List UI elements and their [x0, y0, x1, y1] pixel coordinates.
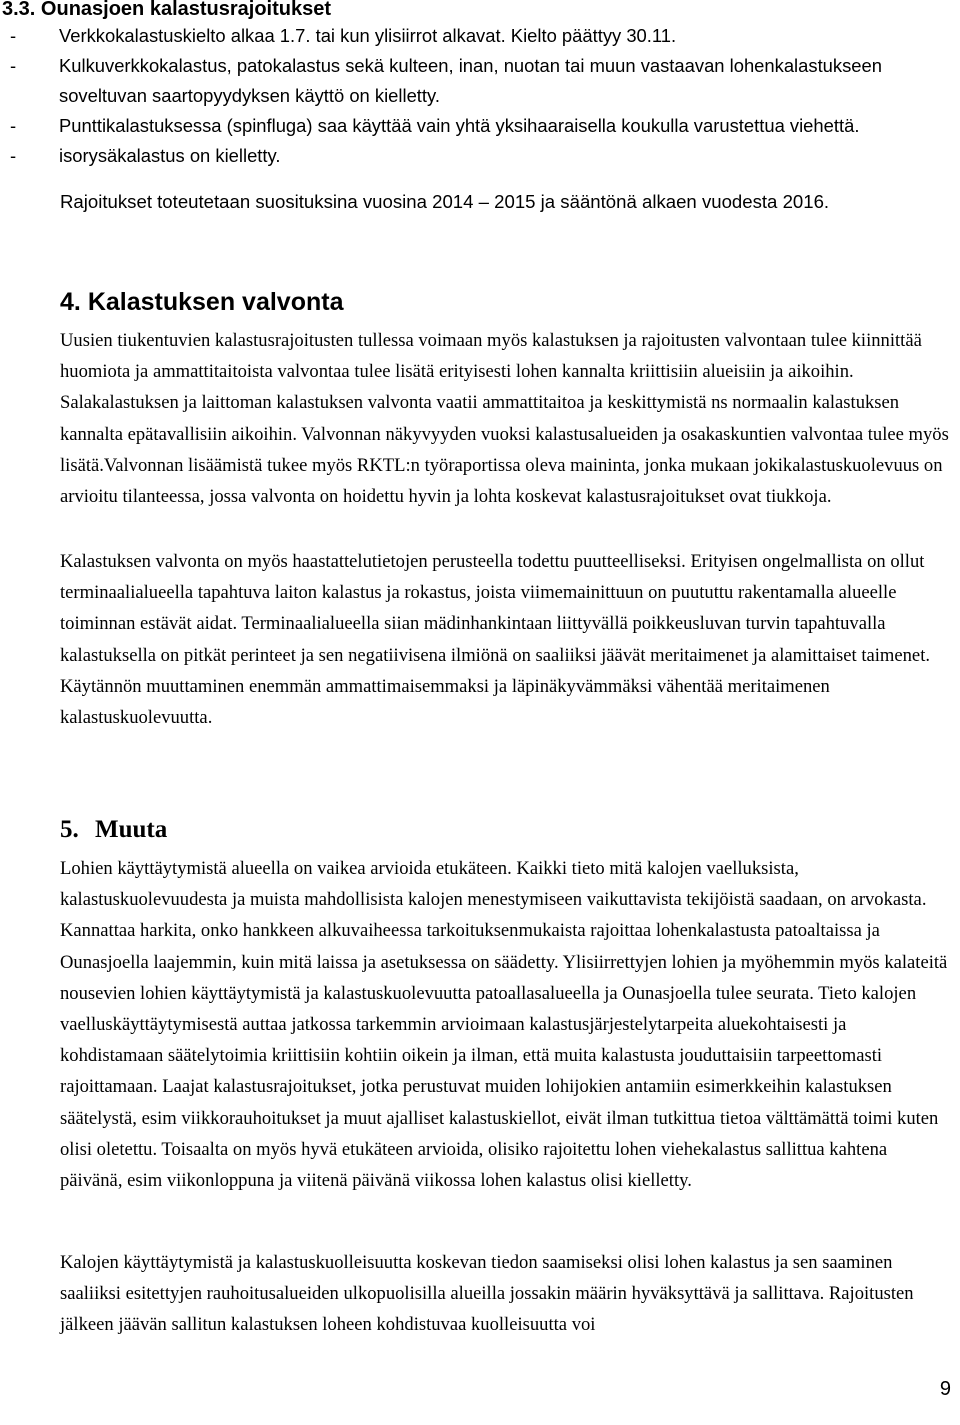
section-3-3-heading: 3.3. Ounasjoen kalastusrajoitukset	[2, 0, 332, 20]
section-4-paragraph: Uusien tiukentuvien kalastusrajoitusten tullessa voimaan myös kalastuksen ja rajoitusten valvontaan tulee kiinnittää huomiota ja ammattitaitoista valvontaa tulee lisätä erityisesti lohen kannalta kriittisiin alueisiin ja aikoihin. Salakalastuksen ja laittoman kalastuksen valvonta vaatii ammattitaitoa ja keskittymistä ns normaalin kalastuksen kannalta epätavallisiin aikoihin. Valvonnan näkyvyyden vuoksi kalastusalueiden ja osakaskuntien valvontaa tulee myös lisätä.Valvonnan lisäämistä tukee myös RKTL:n työraportissa oleva maininta, jonka mukaan jokikalastuskuolevuus on arvioitu tilanteessa, jossa valvonta on hoidettu hyvin ja lohta koskevat kalastusrajoitukset ovat tiukkoja.	[60, 330, 949, 508]
bullet-text: isorysäkalastus on kielletty.	[59, 145, 281, 166]
bullet-text: soveltuvan saartopyydyksen käyttö on kielletty.	[59, 85, 440, 106]
restrictions-note: Rajoitukset toteutetaan suosituksina vuosina 2014 – 2015 ja sääntönä alkaen vuodesta 2016.	[60, 191, 830, 212]
bullet-continuation	[59, 84, 949, 108]
section-4-number: 4.	[60, 288, 81, 316]
bullet-dash: -	[10, 145, 17, 166]
section-5-paragraph: Lohien käyttäytymistä alueella on vaikea arvioida etukäteen. Kaikki tieto mitä kalojen vaelluksista, kalastuskuolevuudesta ja muista mahdollisista kalojen menestymiseen vaikuttavista tekijöistä saadaan, on arvokasta. Kannattaa harkita, onko hankkeen alkuvaiheessa tarkoituksenmukaista rajoittaa lohenkalastusta patoaltaissa ja Ounasjoella laajemmin, kuin mitä laissa ja asetuksessa on säädetty. Ylisiirrettyjen lohien ja myöhemmin myös kalateitä nousevien lohien käyttäytymistä ja kalastuskuolevuutta patoallasalueella ja Ounasjoella tulee seurata. Tieto kalojen vaelluskäyttäytymisestä auttaa jatkossa tarkemmin arvioimaan kalastusjärjestelytarpeita aluekohtaisesti ja kohdistamaan säätelytoimia kriittisiin kohtiin oikein ja ilman, että muita kalastusta jouduttaisiin tarpeettomasti rajoittamaan. Laajat kalastusrajoitukset, jotka perustuvat muiden lohijokien antamiin esimerkkeihin kalastuksen säätelystä, esim viikkorauhoitukset ja muut ajalliset kalastuskiellot, eivät ilman tutkittua tietoa välttämättä toimi kuten olisi oletettu. Toisaalta on myös hyvä etukäteen arvioida, olisiko rajoitettu lohen viehekalastus sallittua kahtena päivänä, esim viikonloppuna ja viitenä päivänä viikossa lohen kalastus olisi kielletty.	[60, 858, 948, 1192]
bullet-text: Verkkokalastuskielto alkaa 1.7. tai kun ylisiirrot alkavat. Kielto päättyy 30.11.	[59, 25, 677, 46]
bullet-text: Kulkuverkkokalastus, patokalastus sekä kulteen, inan, nuotan tai muun vastaavan lohenkalastukseen	[59, 55, 882, 76]
bullet-item	[2, 144, 952, 168]
section-5-heading	[60, 816, 167, 844]
page-number: 9	[939, 1378, 951, 1400]
section-5-title: Muuta	[95, 816, 168, 843]
bullet-dash: -	[10, 115, 17, 136]
bullet-dash: -	[10, 25, 17, 46]
bullet-item	[2, 54, 952, 78]
section-5-paragraph: Kalojen käyttäytymistä ja kalastuskuolleisuutta koskevan tiedon saamiseksi olisi lohen kalastus ja sen saaminen saaliiksi esitettyjen rauhoitusalueiden ulkopuolisilla alueilla jossakin määrin hyväksyttävä ja sallittava. Rajoitusten jälkeen jäävän sallitun kalastuksen loheen kohdistuvaa kuolleisuutta voi	[60, 1252, 914, 1336]
bullet-text: Punttikalastuksessa (spinfluga) saa käyttää vain yhtä yksihaaraisella koukulla varustettua viehettä.	[59, 115, 860, 136]
section-4-paragraph: Kalastuksen valvonta on myös haastattelutietojen perusteella todettu puutteelliseksi. Erityisen ongelmallista on ollut terminaalialueella tapahtuva laiton kalastus ja rokastus, joista viimemainittuun on puututtu rakentamalla alueelle toiminnan estävät aidat. Terminaalialueella siian mädinhankintaan liittyvällä poikkeusluvan turvin tapahtuvalla kalastuksella on pitkät perinteet ja sen negatiivisena ilmiönä on saaliiksi jäävät meritaimenet ja alamittaiset taimenet. Käytännön muuttaminen enemmän ammattimaisemmaksi ja läpinäkyvämmäksi vähentää meritaimenen kalastuskuolevuutta.	[60, 551, 931, 729]
section-4-title: Kalastuksen valvonta	[87, 288, 344, 316]
bullet-item	[2, 24, 952, 48]
bullet-item	[2, 114, 952, 138]
section-4-heading	[60, 288, 343, 317]
bullet-dash: -	[10, 55, 17, 76]
section-5-number: 5.	[60, 816, 79, 843]
